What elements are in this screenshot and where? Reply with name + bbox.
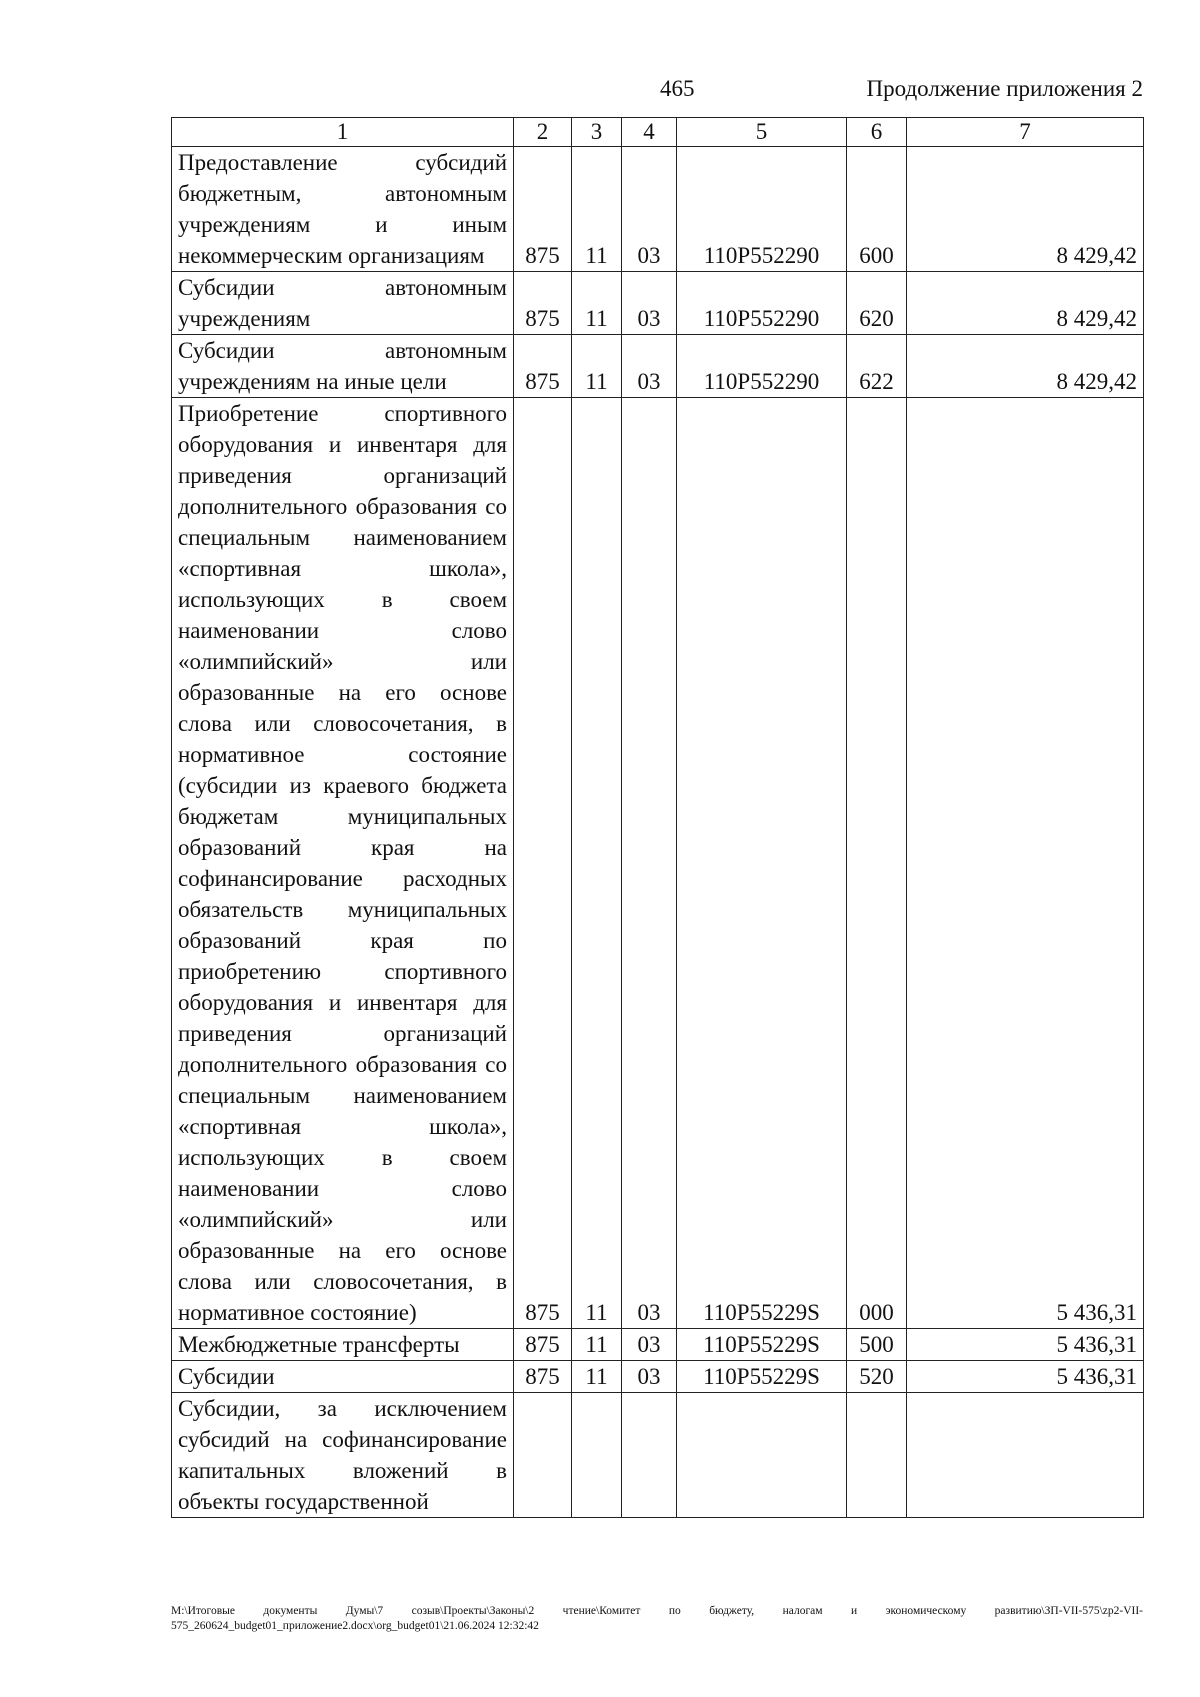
row-name: Субсидии автономным учреждениям на иные цели bbox=[172, 335, 514, 398]
column-header: 7 bbox=[907, 118, 1144, 147]
column-header: 1 bbox=[172, 118, 514, 147]
cell-code-2: 875 bbox=[514, 398, 572, 1329]
cell-code-4 bbox=[622, 1393, 677, 1518]
page-number: 465 bbox=[660, 76, 695, 101]
table-row bbox=[172, 272, 1144, 335]
cell-code-6: 520 bbox=[847, 1361, 907, 1393]
cell-code-2: 875 bbox=[514, 272, 572, 335]
footer-file-path: М:\Итоговые документы Думы\7 созыв\Проекты\Законы\2 чтение\Комитет по бюджету, налогам и экономическому развитию\ЗП-VII-575\zp2-VII-575_260624_budget01_приложение2.docx\org_budget01\21.06.2024 12:32:42 bbox=[171, 1605, 1143, 1632]
column-header: 3 bbox=[572, 118, 622, 147]
column-header: 6 bbox=[847, 118, 907, 147]
cell-code-5: 110P552290 bbox=[677, 272, 847, 335]
row-name: Субсидии, за исключением субсидий на софинансирование капитальных вложений в объекты государственной bbox=[172, 1393, 514, 1518]
cell-amount: 8 429,42 bbox=[907, 335, 1144, 398]
row-name: Предоставление субсидий бюджетным, автономным учреждениям и иным некоммерческим организациям bbox=[172, 147, 514, 272]
cell-code-5: 110P55229S bbox=[677, 1329, 847, 1361]
cell-code-3: 11 bbox=[572, 147, 622, 272]
table-row bbox=[172, 1393, 1144, 1518]
cell-code-4: 03 bbox=[622, 1361, 677, 1393]
cell-amount: 5 436,31 bbox=[907, 1361, 1144, 1393]
cell-code-3: 11 bbox=[572, 335, 622, 398]
table-header-row bbox=[172, 118, 1144, 147]
table-row bbox=[172, 1329, 1144, 1361]
cell-code-2: 875 bbox=[514, 1329, 572, 1361]
cell-code-6: 622 bbox=[847, 335, 907, 398]
cell-amount: 8 429,42 bbox=[907, 272, 1144, 335]
cell-code-6: 600 bbox=[847, 147, 907, 272]
cell-code-2 bbox=[514, 1393, 572, 1518]
cell-code-2: 875 bbox=[514, 335, 572, 398]
cell-code-3: 11 bbox=[572, 1329, 622, 1361]
cell-code-3 bbox=[572, 1393, 622, 1518]
cell-amount bbox=[907, 1393, 1144, 1518]
row-name: Субсидии автономным учреждениям bbox=[172, 272, 514, 335]
table-row bbox=[172, 147, 1144, 272]
cell-code-4: 03 bbox=[622, 272, 677, 335]
table-row bbox=[172, 398, 1144, 1329]
row-name: Приобретение спортивного оборудования и инвентаря для приведения организаций дополнительного образования со специальным наименованием «спортивная школа», использующих в своем наименовании слово «олимпийский» или образованные на его основе слова или словосочетания, в нормативное состояние (субсидии из краевого бюджета бюджетам муниципальных образований края на софинансирование расходных обязательств муниципальных образований края по приобретению спортивного оборудования и инвентаря для приведения организаций дополнительного образования со специальным наименованием «спортивная школа», использующих в своем наименовании слово «олимпийский» или образованные на его основе слова или словосочетания, в нормативное состояние) bbox=[172, 398, 514, 1329]
cell-code-3: 11 bbox=[572, 398, 622, 1329]
cell-code-3: 11 bbox=[572, 1361, 622, 1393]
cell-code-5: 110P55229S bbox=[677, 1361, 847, 1393]
continuation-title: Продолжение приложения 2 bbox=[866, 76, 1143, 101]
column-header: 4 bbox=[622, 118, 677, 147]
column-header: 2 bbox=[514, 118, 572, 147]
cell-code-5: 110P552290 bbox=[677, 147, 847, 272]
cell-code-5: 110P552290 bbox=[677, 335, 847, 398]
cell-code-6: 620 bbox=[847, 272, 907, 335]
row-name: Субсидии bbox=[172, 1361, 514, 1393]
row-name: Межбюджетные трансферты bbox=[172, 1329, 514, 1361]
cell-code-2: 875 bbox=[514, 1361, 572, 1393]
cell-code-4: 03 bbox=[622, 398, 677, 1329]
table-row bbox=[172, 1361, 1144, 1393]
cell-code-6: 000 bbox=[847, 398, 907, 1329]
cell-code-5 bbox=[677, 1393, 847, 1518]
cell-amount: 5 436,31 bbox=[907, 398, 1144, 1329]
cell-code-4: 03 bbox=[622, 147, 677, 272]
column-header: 5 bbox=[677, 118, 847, 147]
cell-code-4: 03 bbox=[622, 335, 677, 398]
table-row bbox=[172, 335, 1144, 398]
budget-table bbox=[171, 117, 1144, 1518]
cell-code-5: 110P55229S bbox=[677, 398, 847, 1329]
cell-code-6 bbox=[847, 1393, 907, 1518]
cell-code-2: 875 bbox=[514, 147, 572, 272]
cell-code-6: 500 bbox=[847, 1329, 907, 1361]
cell-code-4: 03 bbox=[622, 1329, 677, 1361]
cell-code-3: 11 bbox=[572, 272, 622, 335]
cell-amount: 5 436,31 bbox=[907, 1329, 1144, 1361]
cell-amount: 8 429,42 bbox=[907, 147, 1144, 272]
